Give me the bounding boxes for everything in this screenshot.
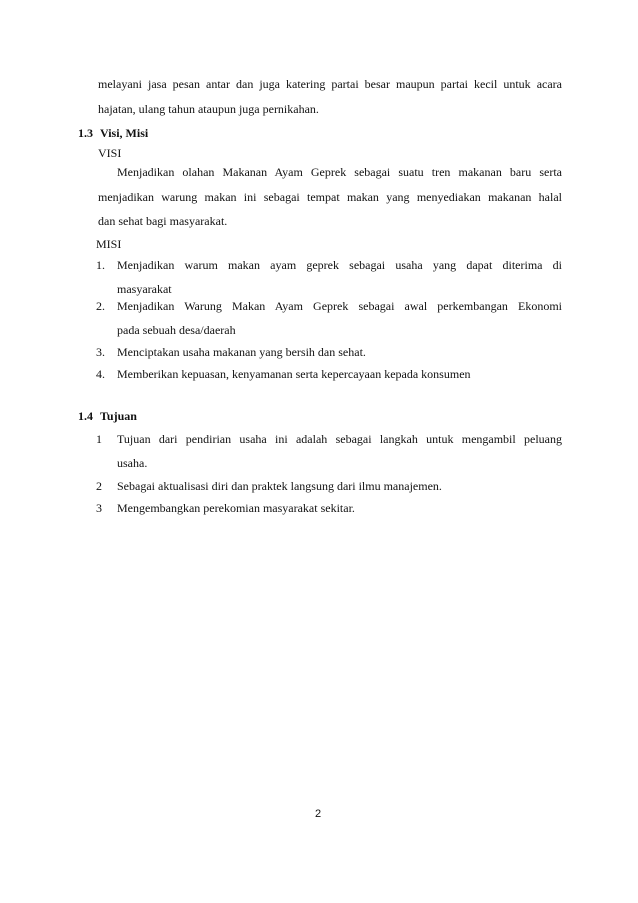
tujuan-item-number: 1: [96, 432, 102, 446]
misi-item-2-line-1: Menjadikan Warung Makan Ayam Geprek sebagai awal perkembangan Ekonomi: [117, 299, 562, 313]
misi-item-3-line-1: Menciptakan usaha makanan yang bersih dan sehat.: [117, 345, 366, 359]
misi-item-2-line-2: pada sebuah desa/daerah: [117, 323, 236, 337]
section-1-3-number: 1.3: [78, 126, 93, 140]
misi-item-4-line-1: Memberikan kepuasan, kenyamanan serta kepercayaan kepada konsumen: [117, 367, 471, 381]
visi-line-3: dan sehat bagi masyarakat.: [98, 214, 228, 228]
visi-line-2: menjadikan warung makan ini sebagai tempat makan yang menyediakan makanan halal: [98, 190, 562, 204]
tujuan-item-1-line-2: usaha.: [117, 456, 148, 470]
visi-line-1: Menjadikan olahan Makanan Ayam Geprek sebagai suatu tren makanan baru serta: [117, 165, 562, 179]
tujuan-item-3-line-1: Mengembangkan perekomian masyarakat sekitar.: [117, 501, 355, 515]
misi-item-1-line-1: Menjadikan warum makan ayam geprek sebagai usaha yang dapat diterima di: [117, 258, 562, 272]
section-1-3-title: Visi, Misi: [100, 126, 149, 140]
page-number: 2: [315, 808, 322, 820]
misi-item-number: 4.: [96, 367, 105, 381]
misi-item-1-line-2: masyarakat: [117, 282, 172, 296]
misi-label: MISI: [96, 237, 122, 251]
misi-item-number: 3.: [96, 345, 105, 359]
intro-line-1: melayani jasa pesan antar dan juga katering partai besar maupun partai kecil untuk acara: [98, 77, 562, 91]
intro-line-2: hajatan, ulang tahun ataupun juga pernikahan.: [98, 102, 319, 116]
misi-item-number: 1.: [96, 258, 105, 272]
section-1-4-title: Tujuan: [100, 409, 137, 423]
visi-label: VISI: [98, 146, 122, 160]
section-1-4-number: 1.4: [78, 409, 93, 423]
tujuan-item-1-line-1: Tujuan dari pendirian usaha ini adalah sebagai langkah untuk mengambil peluang: [117, 432, 562, 446]
tujuan-item-2-line-1: Sebagai aktualisasi diri dan praktek langsung dari ilmu manajemen.: [117, 479, 442, 493]
tujuan-item-number: 2: [96, 479, 102, 493]
misi-item-number: 2.: [96, 299, 105, 313]
tujuan-item-number: 3: [96, 501, 102, 515]
